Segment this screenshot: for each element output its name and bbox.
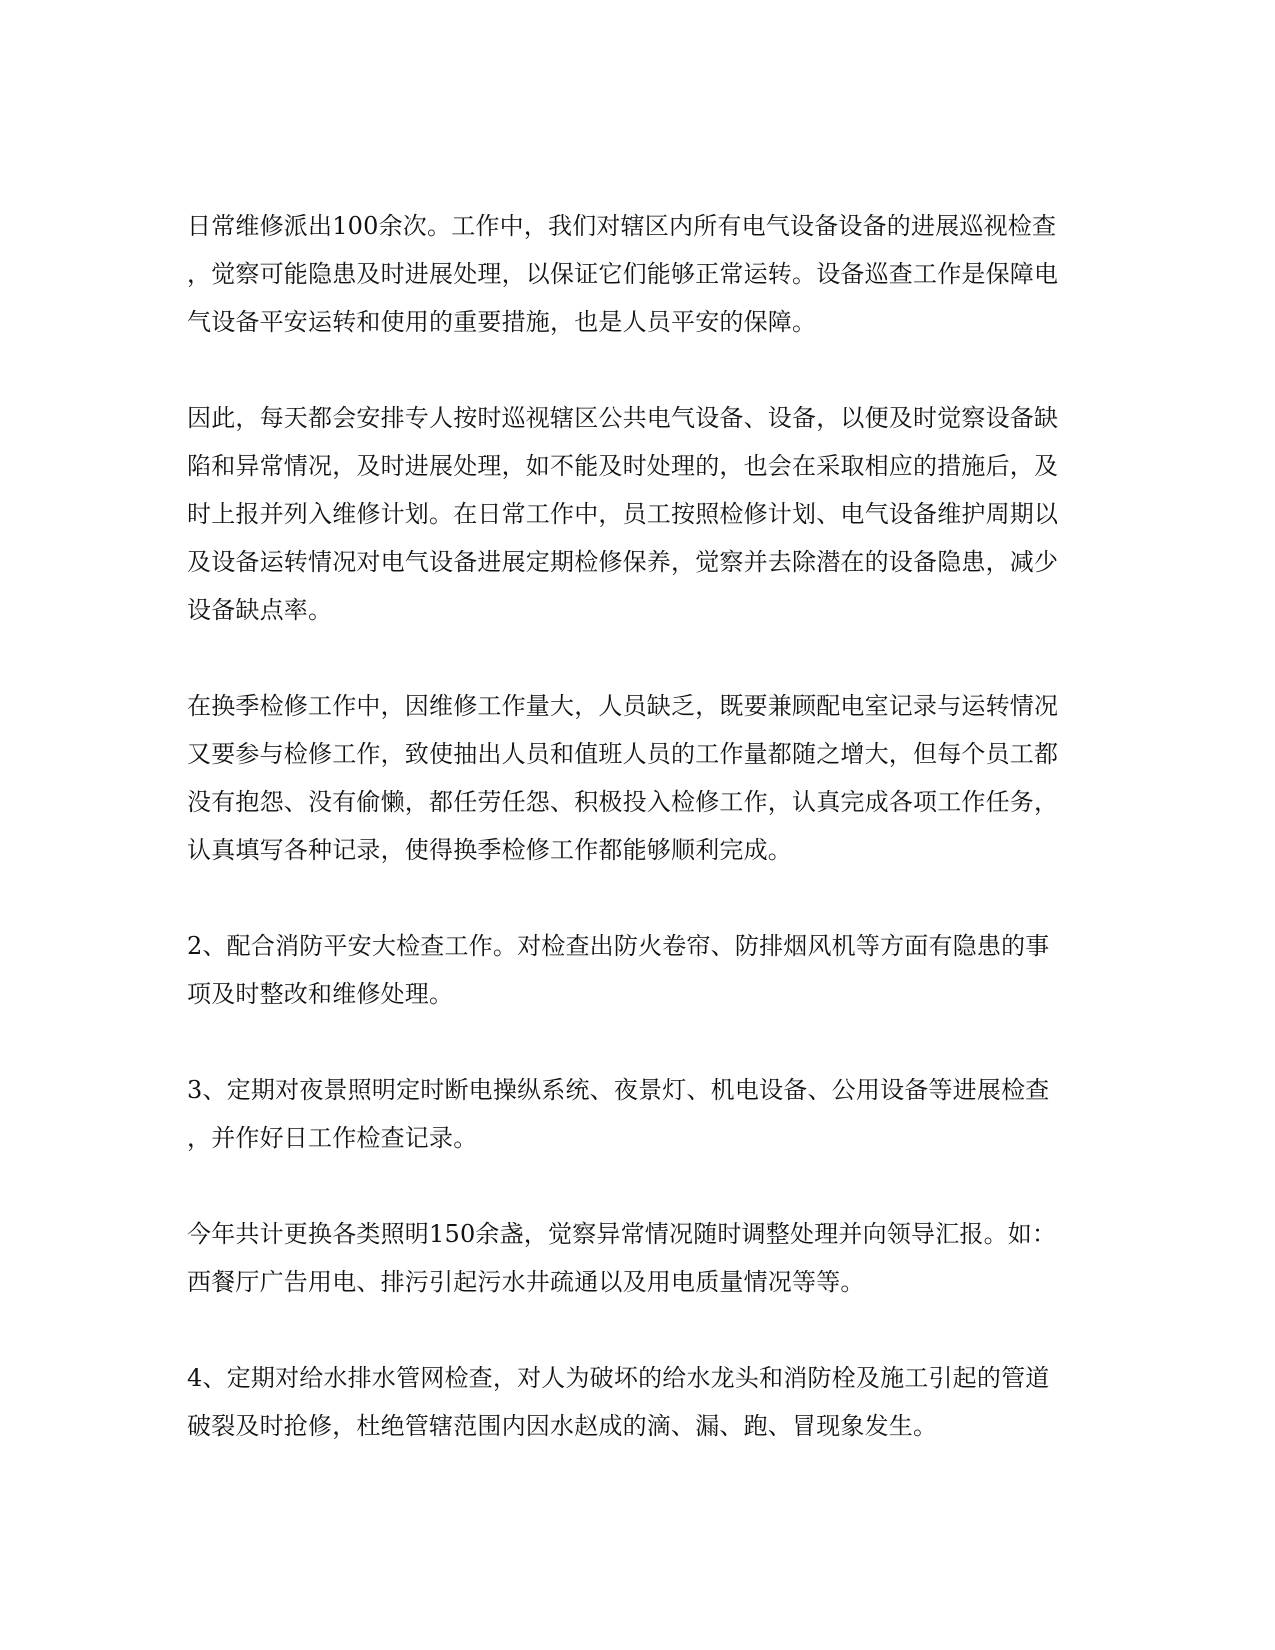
paragraph-4 [187,922,1087,1018]
text-line: 陷和异常情况，及时进展处理，如不能及时处理的，也会在采取相应的措施后，及 [187,452,1059,480]
paragraph-5 [187,1066,1087,1162]
text-line: 西餐厅广告用电、排污引起污水井疏通以及用电质量情况等等。 [187,1268,865,1296]
paragraph-2 [187,394,1087,634]
paragraph-1 [187,202,1087,346]
text-line: 4、定期对给水排水管网检查，对人为破坏的给水龙头和消防栓及施工引起的管道 [187,1364,1050,1392]
text-line: 2、配合消防平安大检查工作。对检查出防火卷帘、防排烟风机等方面有隐患的事 [187,932,1050,960]
text-line: 3、定期对夜景照明定时断电操纵系统、夜景灯、机电设备、公用设备等进展检查 [187,1076,1050,1104]
text-line: 气设备平安运转和使用的重要措施，也是人员平安的保障。 [187,308,817,336]
text-line: 时上报并列入维修计划。在日常工作中，员工按照检修计划、电气设备维护周期以 [187,500,1059,528]
paragraph-6 [187,1210,1087,1306]
paragraph-7 [187,1354,1087,1450]
text-line: ，并作好日工作检查记录。 [187,1124,478,1152]
text-line: ，觉察可能隐患及时进展处理，以保证它们能够正常运转。设备巡查工作是保障电 [187,260,1059,288]
text-line: 在换季检修工作中，因维修工作量大，人员缺乏，既要兼顾配电室记录与运转情况 [187,692,1059,720]
text-line: 破裂及时抢修，杜绝管辖范围内因水赵成的滴、漏、跑、冒现象发生。 [187,1412,938,1440]
text-line: 没有抱怨、没有偷懒，都任劳任怨、积极投入检修工作，认真完成各项工作任务， [187,788,1059,816]
text-line: 日常维修派出100余次。工作中，我们对辖区内所有电气设备设备的进展巡视检查 [187,212,1057,240]
document-body [187,202,1087,1498]
text-line: 今年共计更换各类照明150余盏，觉察异常情况随时调整处理并向领导汇报。如： [187,1220,1057,1248]
text-line: 项及时整改和维修处理。 [187,980,454,1008]
text-line: 及设备运转情况对电气设备进展定期检修保养，觉察并去除潜在的设备隐患，减少 [187,548,1059,576]
text-line: 因此，每天都会安排专人按时巡视辖区公共电气设备、设备，以便及时觉察设备缺 [187,404,1059,432]
text-line: 设备缺点率。 [187,596,333,624]
text-line: 认真填写各种记录，使得换季检修工作都能够顺利完成。 [187,836,792,864]
text-line: 又要参与检修工作，致使抽出人员和值班人员的工作量都随之增大，但每个员工都 [187,740,1059,768]
paragraph-3 [187,682,1087,874]
